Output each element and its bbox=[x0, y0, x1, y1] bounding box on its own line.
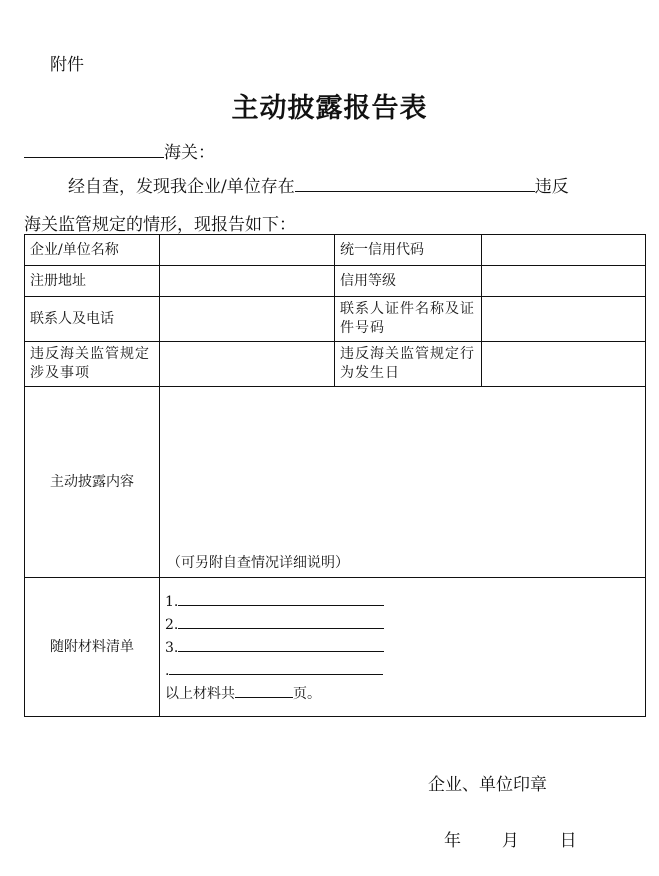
violation-matter-field[interactable] bbox=[160, 342, 335, 387]
customs-name-blank[interactable] bbox=[24, 140, 164, 158]
material-item: 3. bbox=[165, 636, 640, 659]
credit-grade-label: 信用等级 bbox=[335, 266, 482, 297]
customs-suffix: 海关： bbox=[164, 143, 215, 163]
address-label: 注册地址 bbox=[25, 266, 160, 297]
contact-id-field[interactable] bbox=[482, 297, 646, 342]
credit-code-field[interactable] bbox=[482, 235, 646, 266]
contact-label: 联系人及电话 bbox=[25, 297, 160, 342]
table-row bbox=[25, 342, 646, 387]
violation-situation-blank[interactable] bbox=[295, 174, 535, 192]
violation-date-label: 违反海关监管规定行为发生日 bbox=[335, 342, 482, 387]
material-item: 1. bbox=[165, 590, 640, 613]
materials-total: 以上材料共 页。 bbox=[165, 682, 640, 705]
table-row bbox=[25, 235, 646, 266]
material-blank[interactable] bbox=[169, 659, 383, 675]
date-line bbox=[444, 826, 577, 851]
materials-label: 随附材料清单 bbox=[25, 578, 160, 717]
customs-address-line bbox=[24, 138, 215, 163]
intro-line-2: 海关监管规定的情形，现报告如下： bbox=[24, 215, 296, 235]
year-label: 年 bbox=[444, 831, 461, 851]
contact-field[interactable] bbox=[160, 297, 335, 342]
seal-label: 企业、单位印章 bbox=[428, 775, 547, 795]
table-row bbox=[25, 266, 646, 297]
material-blank[interactable] bbox=[178, 613, 384, 629]
month-label: 月 bbox=[501, 831, 519, 851]
disclosure-form-table bbox=[24, 234, 646, 717]
day-label: 日 bbox=[559, 831, 577, 851]
table-row bbox=[25, 297, 646, 342]
table-row bbox=[25, 387, 646, 578]
address-field[interactable] bbox=[160, 266, 335, 297]
company-name-field[interactable] bbox=[160, 235, 335, 266]
material-blank[interactable] bbox=[178, 636, 384, 652]
credit-code-label: 统一信用代码 bbox=[335, 235, 482, 266]
material-item: 2. bbox=[165, 613, 640, 636]
materials-list bbox=[160, 578, 646, 717]
table-row bbox=[25, 578, 646, 717]
company-name-label: 企业/单位名称 bbox=[25, 235, 160, 266]
contact-id-label: 联系人证件名称及证件号码 bbox=[335, 297, 482, 342]
intro-line-1 bbox=[68, 172, 569, 197]
material-blank[interactable] bbox=[178, 590, 384, 606]
intro-suffix: 违反 bbox=[534, 177, 569, 197]
credit-grade-field[interactable] bbox=[482, 266, 646, 297]
disclosure-note: （可另附自查情况详细说明） bbox=[167, 555, 349, 571]
material-item: . bbox=[165, 659, 640, 682]
violation-matter-label: 违反海关监管规定涉及事项 bbox=[25, 342, 160, 387]
intro-prefix: 经自查，发现我企业/单位存在 bbox=[68, 177, 295, 197]
attachment-label: 附件 bbox=[50, 55, 84, 75]
page-title: 主动披露报告表 bbox=[231, 93, 428, 124]
disclosure-content-field[interactable] bbox=[160, 387, 646, 578]
page-count-blank[interactable] bbox=[235, 682, 293, 698]
disclosure-label: 主动披露内容 bbox=[25, 387, 160, 578]
violation-date-field[interactable] bbox=[482, 342, 646, 387]
